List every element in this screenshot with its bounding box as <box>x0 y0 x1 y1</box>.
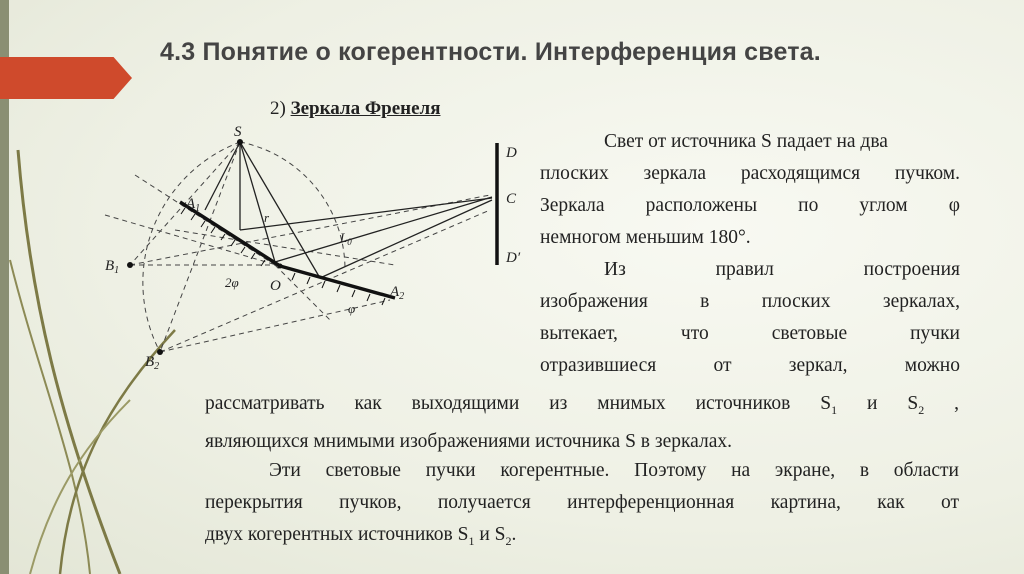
para3-line2: являющихся мнимыми изображениями источника S в зеркалах. <box>205 430 733 452</box>
paragraph-4 <box>205 455 959 557</box>
label-C: C <box>506 191 517 207</box>
slide-title: 4.3 Понятие о когерентности. Интерференция света. <box>160 38 821 66</box>
para1-line3: Зеркала расположены по углом φ <box>540 195 960 216</box>
para4-line3: двух когерентных источников $S_1$ и $S_2$. <box>205 524 517 548</box>
para2-line1: Из правил построения <box>604 259 960 280</box>
para2-line4: отразившиеся от зеркал, можно <box>540 355 960 376</box>
label-A1: $A_1$ <box>186 196 201 214</box>
label-B1: $B_1$ <box>105 258 120 276</box>
para2-line2: изображения в плоских зеркалах, <box>540 291 960 312</box>
paragraph-2 <box>540 254 960 382</box>
paragraph-1 <box>540 126 960 254</box>
label-B2: $B_2$ <box>145 354 160 372</box>
para1-line1: Свет от источника S падает на два <box>604 131 888 152</box>
paragraph-3 <box>205 388 959 458</box>
label-L0: $L_0$ <box>340 230 352 247</box>
label-two-phi: 2φ <box>225 275 239 290</box>
para1-line4: немногом меньшим 180°. <box>540 227 751 248</box>
label-r: r <box>264 210 270 225</box>
para3-line1: рассматривать как выходящими из мнимых источников $S_1$ и $S_2$ , <box>205 393 959 417</box>
label-phi: φ <box>348 301 356 316</box>
label-S: S <box>234 124 242 140</box>
label-A2: $A_2$ <box>390 284 405 302</box>
label-D: D <box>506 145 517 161</box>
para1-line2: плоских зеркала расходящимся пучком. <box>540 163 960 184</box>
label-O: O <box>270 278 281 294</box>
para4-line1: Эти световые пучки когерентные. Поэтому на экране, в области <box>269 460 959 481</box>
para4-line2: перекрытия пучков, получается интерференционная картина, как от <box>205 492 959 513</box>
subtitle-text: Зеркала Френеля <box>290 98 441 119</box>
label-D-prime: D′ <box>506 250 521 266</box>
subtitle-number: 2) <box>270 98 286 119</box>
para2-line3: вытекает, что световые пучки <box>540 323 960 344</box>
